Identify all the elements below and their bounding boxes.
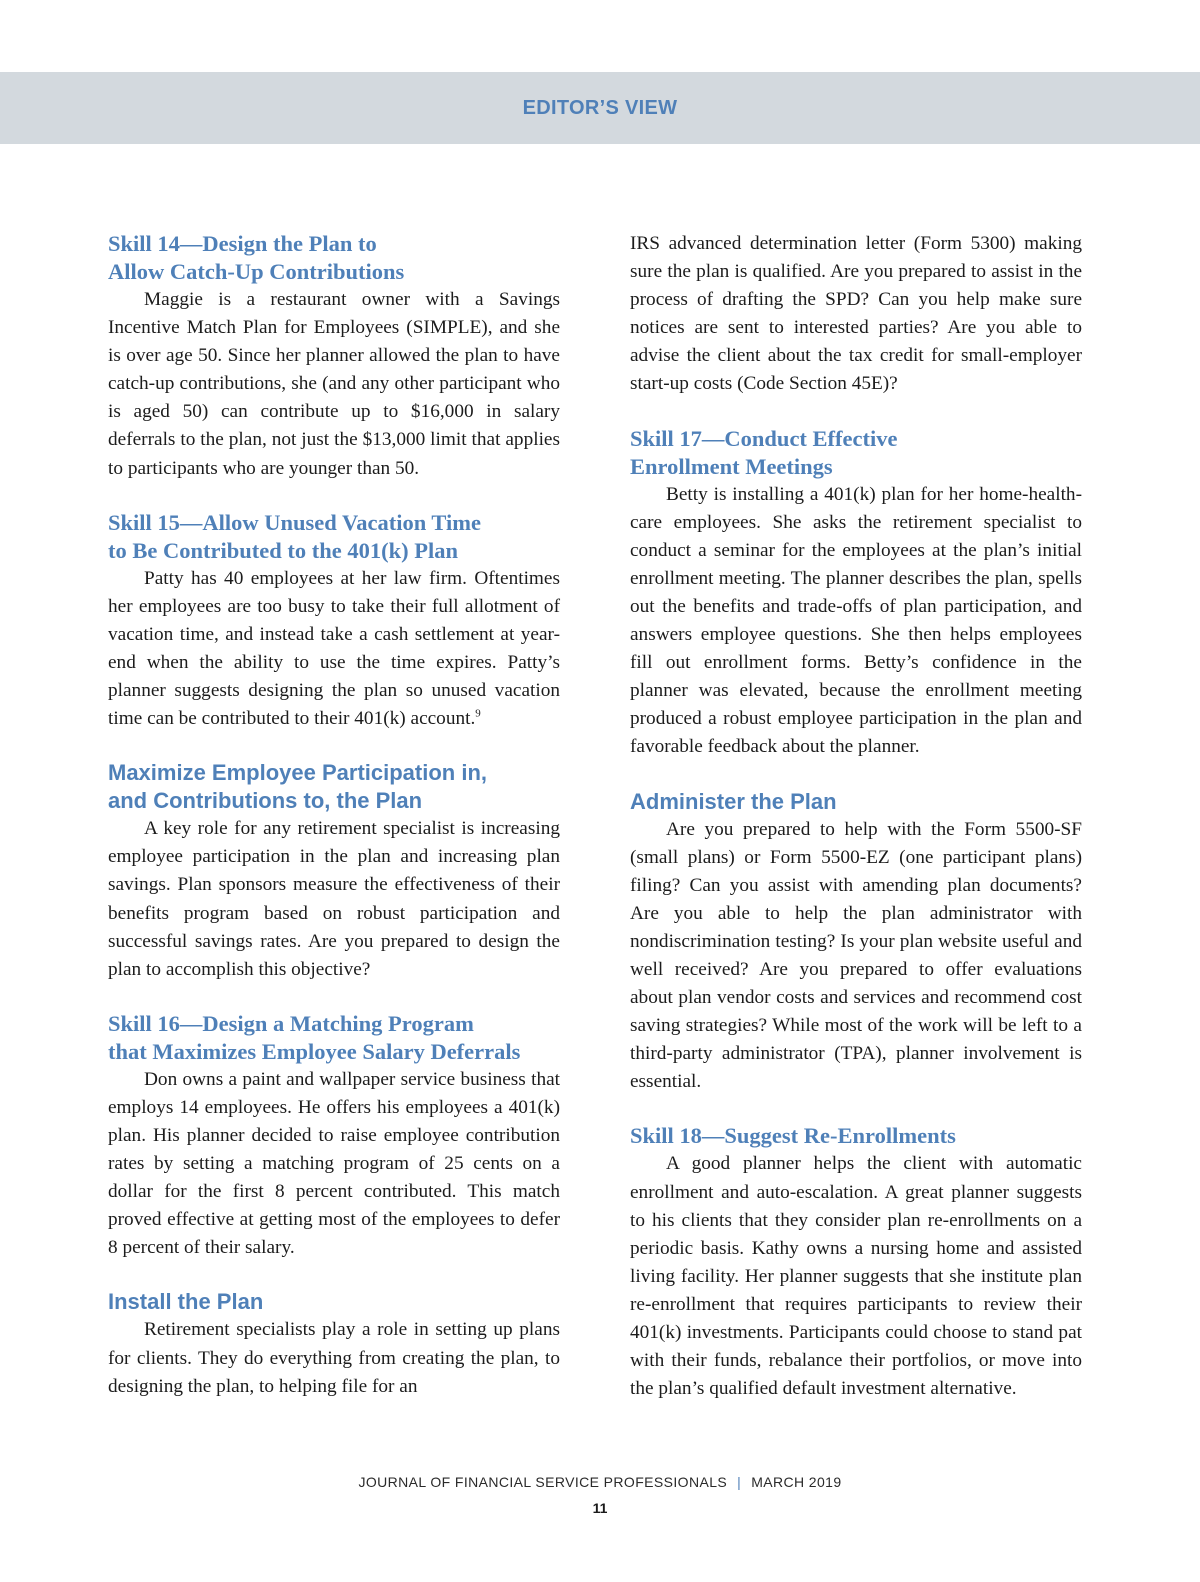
skill-17-heading-line-1: Skill 17—Conduct Effective xyxy=(630,425,898,451)
maximize-heading-line-1: Maximize Employee Participation in, xyxy=(108,760,487,786)
skill-16-heading xyxy=(108,1010,560,1066)
skill-18-body: A good planner helps the client with automatic enrollment and auto-escalation. A great planner suggests to his clients that they consider plan re-enrollments on a periodic basis. Kathy owns a nursing home and assisted living facility. Her planner suggests that she institute plan re-enrollment that requires participants to review their 401(k) investments. Participants could choose to stand pat with their funds, rebalance their portfolios, or move into the plan’s qualified default investment alternative. xyxy=(630,1153,1082,1400)
skill-14-body: Maggie is a restaurant owner with a Savings Incentive Match Plan for Employees (SIMPLE), and she is over age 50. Since her planner allowed the plan to have catch-up contributions, she (and any other participant who is aged 50) can contribute up to $16,000 in salary deferrals to the plan, not just the $13,000 limit that applies to participants who are younger than 50. xyxy=(108,289,560,479)
skill-14-heading-line-1: Skill 14—Design the Plan to xyxy=(108,231,377,256)
left-column xyxy=(108,230,560,1427)
section-maximize xyxy=(108,759,560,984)
right-column xyxy=(630,230,1082,1429)
install-body: Retirement specialists play a role in setting up plans for clients. They do everything from creating the plan, to designing the plan, to helping file for an xyxy=(108,1319,560,1397)
skill-17-body: Betty is installing a 401(k) plan for her home-health-care employees. She asks the retirement specialist to conduct a seminar for the employees at the plan’s initial enrollment meeting. The planner describes the plan, spells out the benefits and trade-offs of plan participation, and answers employee questions. She then helps employees fill out enrollment forms. Betty’s confidence in the planner was elevated, because the enrollment meeting produced a robust employee participation in the plan and favorable feedback about the planner. xyxy=(630,483,1082,758)
section-install-continued xyxy=(630,230,1082,399)
install-heading: Install the Plan xyxy=(108,1289,264,1315)
section-skill-15 xyxy=(108,509,560,734)
section-skill-14 xyxy=(108,230,560,483)
skill-15-heading-line-1: Skill 15—Allow Unused Vacation Time xyxy=(108,509,482,535)
skill-15-text: Patty has 40 employees at her law firm. Oftentimes her employees are too busy to take their full allotment of vacation time, and instead take a cash settlement at year-end when the ability to use the time expires. Patty’s planner suggests designing the plan so unused vacation time can be contributed to their 401(k) account. xyxy=(108,567,560,730)
section-skill-16 xyxy=(108,1010,560,1263)
journal-name: JOURNAL OF FINANCIAL SERVICE PROFESSIONALS xyxy=(358,1474,728,1490)
skill-16-body: Don owns a paint and wallpaper service business that employs 14 employees. He offers his employees a 401(k) plan. His planner decided to raise employee contribution rates by setting a matching program of 25 cents on a dollar for the first 8 percent contributed. This match proved effective at getting most of the employees to defer 8 percent of their salary. xyxy=(108,1068,560,1259)
maximize-heading-line-2: and Contributions to, the Plan xyxy=(108,788,423,814)
skill-17-heading-line-2: Enrollment Meetings xyxy=(630,453,833,479)
skill-16-heading-line-2: that Maximizes Employee Salary Deferrals xyxy=(108,1038,521,1064)
page-footer xyxy=(0,1474,1200,1490)
section-install xyxy=(108,1288,560,1400)
skill-15-heading xyxy=(108,509,560,565)
section-skill-18 xyxy=(630,1122,1082,1403)
maximize-heading xyxy=(108,759,560,815)
install-continued-body: IRS advanced determination letter (Form 5300) making sure the plan is qualified. Are you prepared to assist in the process of drafting the SPD? Can you help make sure notices are sent to interested parties? Are you able to advise the client about the tax credit for small-employer start-up costs (Code Section 45E)? xyxy=(630,233,1082,395)
skill-17-heading xyxy=(630,425,1082,481)
skill-15-heading-line-2: to Be Contributed to the 401(k) Plan xyxy=(108,537,458,563)
issue-date: MARCH 2019 xyxy=(751,1474,842,1490)
administer-body: Are you prepared to help with the Form 5500-SF (small plans) or Form 5500-EZ (one participant plans) filing? Can you assist with amending plan documents? Are you able to help the plan administrator with nondiscrimination testing? Is your plan website useful and well received? Are you prepared to offer evaluations about plan vendor costs and services and recommend cost saving strategies? While most of the work will be left to a third-party administrator (TPA), planner involvement is essential. xyxy=(630,818,1082,1093)
skill-15-body xyxy=(108,565,560,734)
section-title: EDITOR’S VIEW xyxy=(522,96,678,119)
header-banner xyxy=(0,72,1200,144)
section-skill-17 xyxy=(630,425,1082,762)
section-administer xyxy=(630,788,1082,1097)
footer-separator: | xyxy=(737,1474,742,1490)
maximize-body: A key role for any retirement specialist is increasing employee participation in the plan and increasing plan savings. Plan sponsors measure the effectiveness of their benefits program based on robust participation and successful savings rates. Are you prepared to design the plan to accomplish this objective? xyxy=(108,818,560,980)
skill-16-heading-line-1: Skill 16—Design a Matching Program xyxy=(108,1010,474,1036)
skill-14-heading-line-2: Allow Catch-Up Contributions xyxy=(108,259,405,284)
skill-18-heading: Skill 18—Suggest Re-Enrollments xyxy=(630,1123,956,1149)
administer-heading: Administer the Plan xyxy=(630,788,837,814)
skill-14-heading xyxy=(108,230,560,286)
footnote-reference: 9 xyxy=(475,707,481,720)
page-number: 11 xyxy=(592,1500,608,1516)
